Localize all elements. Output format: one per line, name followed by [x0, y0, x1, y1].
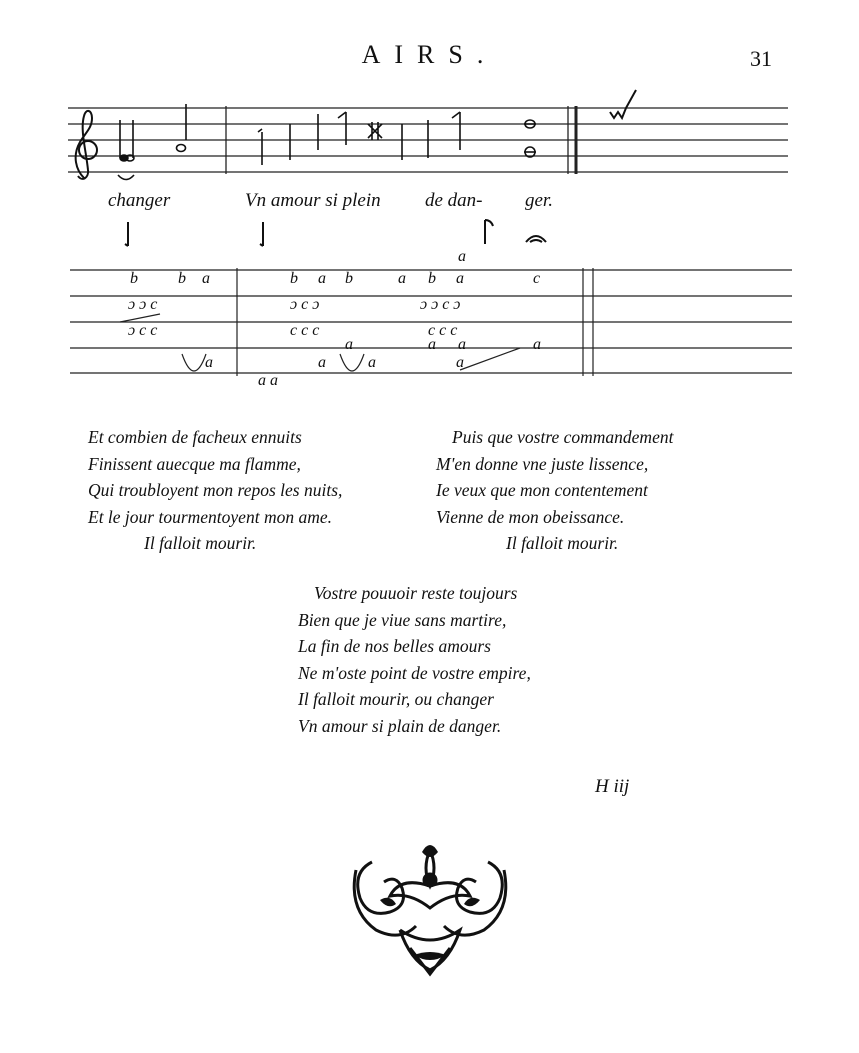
tab-letter: b — [428, 270, 436, 287]
tab-letter: ɔ ɔ c — [128, 296, 158, 313]
tab-letter: a — [270, 372, 278, 389]
lyric-3: de dan- — [425, 190, 483, 211]
tab-letter: a — [205, 354, 213, 371]
verse-line: Il falloit mourir. — [506, 533, 619, 553]
lyric-4: ger. — [525, 190, 553, 211]
verse-line: Finissent auecque ma flamme, — [88, 453, 301, 474]
lyric-2: Vn amour si plein — [245, 190, 381, 211]
verse-line: Ie veux que mon contentement — [436, 480, 648, 500]
tab-letter: a — [318, 270, 326, 287]
tab-letter: a — [398, 270, 406, 287]
signature-mark: H iij — [595, 776, 630, 797]
tab-letter: b — [345, 270, 353, 287]
tab-letter: ɔ ɔ c ɔ — [420, 296, 461, 313]
tab-letter: ɔ c ɔ — [290, 296, 320, 313]
tab-letter: a — [458, 248, 466, 265]
tab-letter: b — [178, 270, 186, 287]
verse-line: Ne m'oste point de vostre empire, — [298, 662, 531, 683]
tab-letter: a — [345, 336, 353, 353]
verse-line: Vienne de mon obeissance. — [436, 506, 625, 527]
tab-letter: b — [290, 270, 298, 287]
verse-line: Vostre pouuoir reste toujours — [314, 583, 518, 603]
tab-letter: a — [533, 336, 541, 353]
tab-letter: a — [202, 270, 210, 287]
tab-letter: a — [258, 372, 266, 389]
page-number: 31 — [750, 46, 772, 71]
verse-line: Et le jour tourmentoyent mon ame. — [88, 506, 332, 527]
tab-letter: a — [456, 270, 464, 287]
tab-letter: c — [533, 270, 541, 287]
verse-line: Et combien de facheux ennuits — [88, 427, 302, 447]
tab-letter: a — [456, 354, 464, 371]
tab-letter: c c c — [290, 322, 320, 339]
verse-line: Il falloit mourir, ou changer — [298, 689, 494, 709]
tab-letter: a — [458, 336, 466, 353]
tab-letter: a — [428, 336, 436, 353]
tab-letter: c c c — [428, 322, 458, 339]
lyric-1: changer — [108, 190, 171, 211]
page-title: AIRS. — [361, 40, 498, 69]
tab-letter: ɔ c c — [128, 322, 158, 339]
verse-line: Vn amour si plain de danger. — [298, 715, 502, 736]
verse-line: Puis que vostre commandement — [452, 427, 674, 447]
tab-letter: b — [130, 270, 138, 287]
verse-line: Bien que je viue sans martire, — [298, 609, 507, 630]
tab-letter: a — [318, 354, 326, 371]
verse-line: Qui troubloyent mon repos les nuits, — [88, 480, 343, 500]
verse-line: La fin de nos belles amours — [298, 636, 491, 656]
verse-line: Il falloit mourir. — [144, 533, 257, 553]
verse-line: M'en donne vne juste lissence, — [436, 453, 649, 474]
tab-letter: a — [368, 354, 376, 371]
